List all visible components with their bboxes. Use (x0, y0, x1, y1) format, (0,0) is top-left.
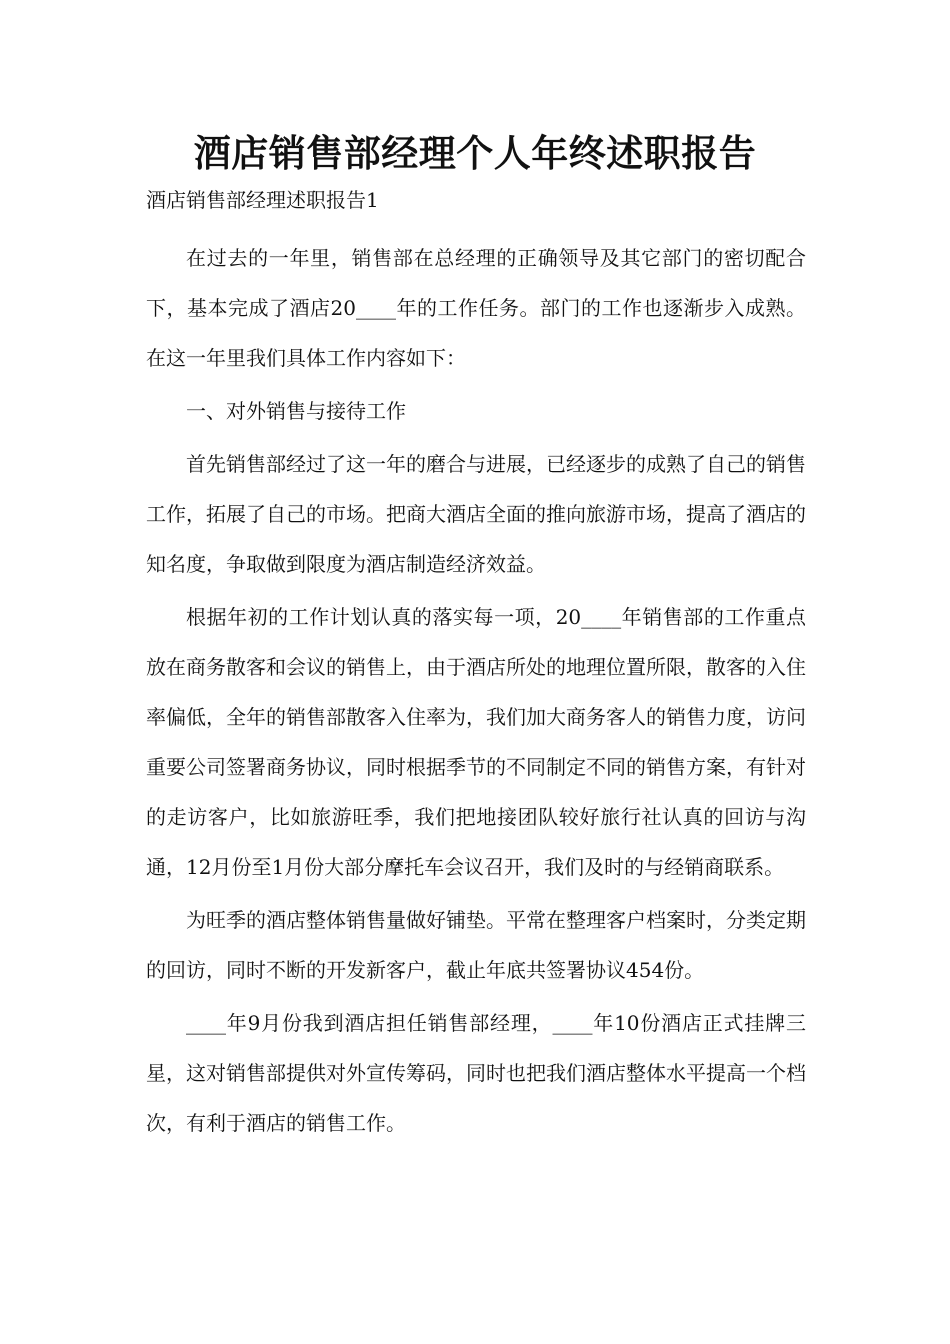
paragraph-sales-plan: 根据年初的工作计划认真的落实每一项，20____年销售部的工作重点放在商务散客和会议的销售上，由于酒店所处的地理位置所限，散客的入住率偏低，全年的销售部散客入住率为，我们加大商务客人的销售力度，访问重要公司签署商务协议，同时根据季节的不同制定不同的销售方案，有针对的走访客户，比如旅游旺季，我们把地接团队较好旅行社认真的回访与沟通，12月份至1月份大部分摩托车会议召开，我们及时的与经销商联系。 (146, 605, 806, 879)
document-body (146, 233, 806, 1151)
section-heading-external-sales: 一、对外销售与接待工作 (186, 399, 406, 423)
paragraph-client-archive: 为旺季的酒店整体销售量做好铺垫。平常在整理客户档案时，分类定期的回访，同时不断的开发新客户，截止年底共签署协议454份。 (146, 908, 806, 982)
paragraph-three-star: ____年9月份我到酒店担任销售部经理，____年10份酒店正式挂牌三星，这对销售部提供对外宣传筹码，同时也把我们酒店整体水平提高一个档次，有利于酒店的销售工作。 (146, 1011, 806, 1135)
document-subtitle: 酒店销售部经理述职报告1 (146, 188, 379, 212)
paragraph-market-expansion: 首先销售部经过了这一年的磨合与进展，已经逐步的成熟了自己的销售工作，拓展了自己的市场。把商大酒店全面的推向旅游市场，提高了酒店的知名度，争取做到限度为酒店制造经济效益。 (146, 452, 806, 576)
paragraph-intro: 在过去的一年里，销售部在总经理的正确领导及其它部门的密切配合下，基本完成了酒店20____年的工作任务。部门的工作也逐渐步入成熟。在这一年里我们具体工作内容如下： (146, 246, 806, 370)
document-title: 酒店销售部经理个人年终述职报告 (193, 132, 757, 175)
